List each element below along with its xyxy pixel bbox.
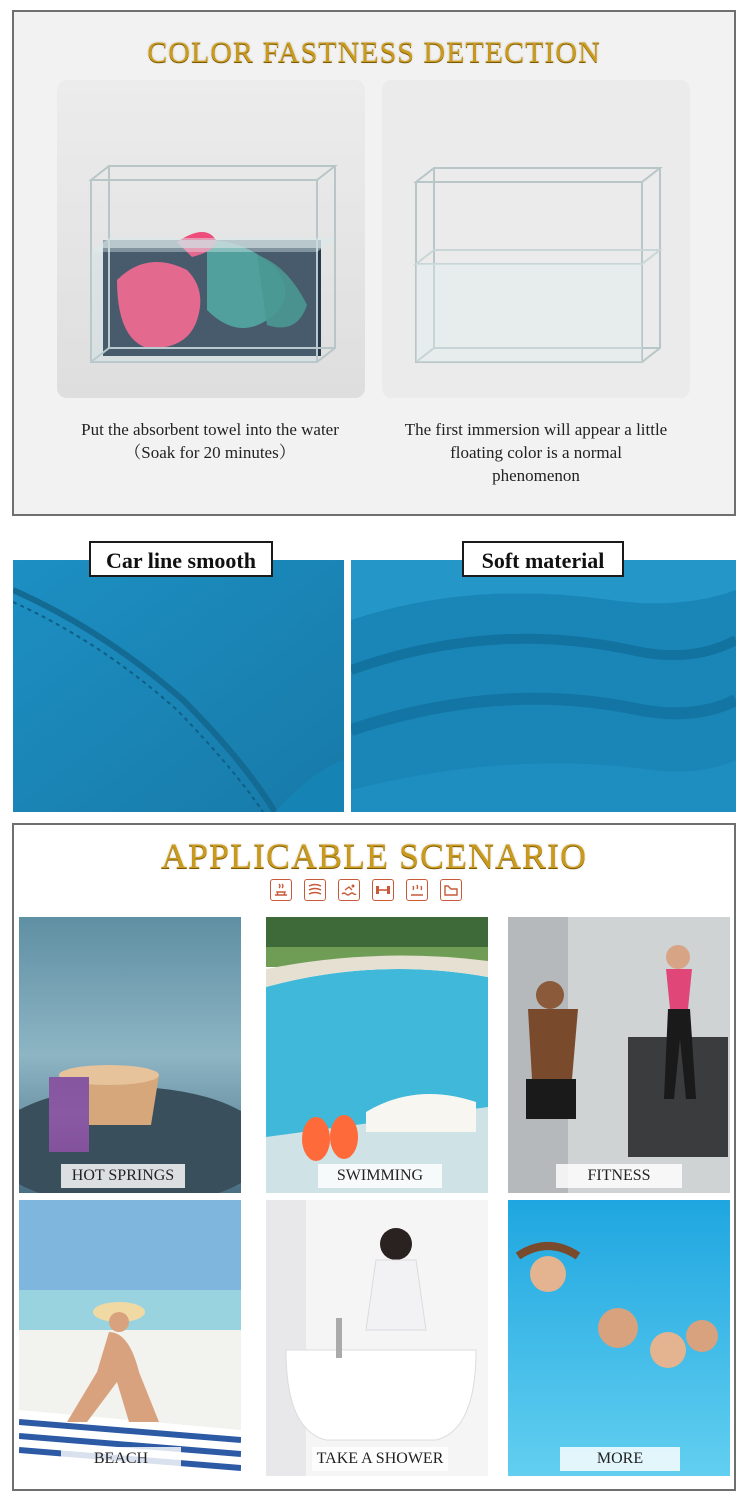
soft-material-label: Soft material — [462, 541, 624, 577]
hot-spring-icon — [270, 879, 292, 901]
swim-icon — [338, 879, 360, 901]
car-line-smooth-label: Car line smooth — [89, 541, 273, 577]
tile-label-take-a-shower: TAKE A SHOWER — [312, 1447, 448, 1471]
tile-label-fitness: FITNESS — [556, 1164, 682, 1188]
towel-stack-icon — [304, 879, 326, 901]
scenario-tile-beach — [19, 1200, 241, 1476]
tile-label-swimming: SWIMMING — [318, 1164, 442, 1188]
soak-instruction-caption — [50, 418, 370, 464]
dumbbell-icon — [372, 879, 394, 901]
caption-line: phenomenon — [492, 466, 580, 485]
clear-water-photo — [382, 80, 690, 398]
applicable-scenario-title: APPLICABLE SCENARIO — [160, 836, 588, 876]
tile-label-more: MORE — [560, 1447, 680, 1471]
scenario-icon-row — [270, 879, 470, 905]
towel-in-water-photo — [57, 80, 365, 398]
color-fastness-section — [12, 10, 736, 516]
stitched-edge-photo — [13, 560, 344, 812]
applicable-scenario-section — [12, 823, 736, 1491]
caption-line: floating color is a normal — [450, 443, 622, 462]
shower-icon — [406, 879, 428, 901]
caption-line: Put the absorbent towel into the water — [81, 420, 339, 439]
tile-label-hot-springs: HOT SPRINGS — [61, 1164, 185, 1188]
scenario-tile-take-a-shower — [266, 1200, 488, 1476]
scenario-tile-fitness — [508, 917, 730, 1193]
caption-line: The first immersion will appear a little — [404, 420, 668, 439]
caption-line: （Soak for 20 minutes） — [124, 443, 296, 462]
beach-icon — [440, 879, 462, 901]
floating-color-caption — [376, 418, 696, 487]
soft-material-photo — [351, 560, 736, 812]
tile-label-beach: BEACH — [61, 1447, 181, 1471]
color-fastness-title: COLOR FASTNESS DETECTION — [147, 36, 601, 69]
scenario-tile-hot-springs — [19, 917, 241, 1193]
scenario-tile-more — [508, 1200, 730, 1476]
scenario-tile-swimming — [266, 917, 488, 1193]
